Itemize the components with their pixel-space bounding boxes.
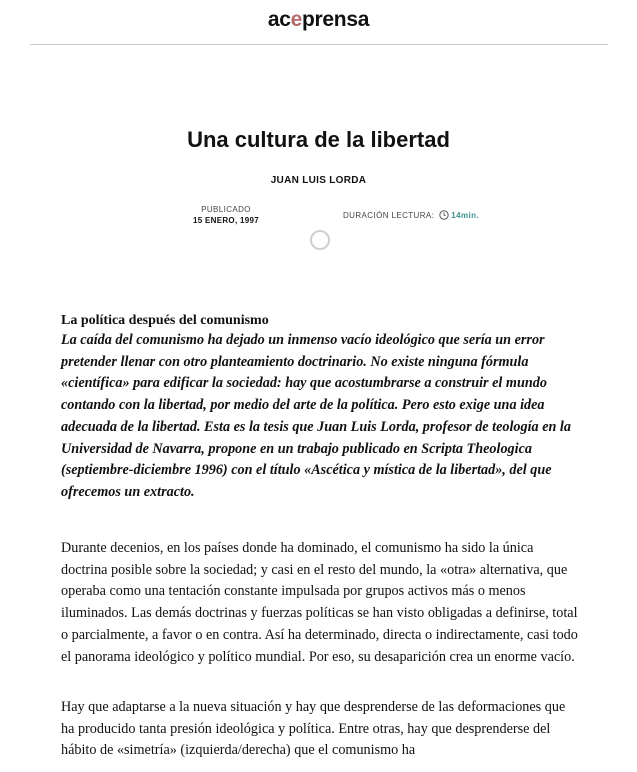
lead-text: La caída del comunismo ha dejado un inmenso vacío ideológico que sería un error pretender llenar con otro planteamiento doctrinario. No existe ninguna fórmula «científica» para edificar la sociedad: hay que acostumbrarse a construir el mundo contando con la libertad, por medio del arte de la política. Pero esto exige una idea adecuada de la libertad. Esta es la tesis que Juan Luis Lorda, profesor de teología en la Universidad de Navarra, propone en un trabajo publicado en Scripta Theologica (septiembre-diciembre 1996) con el título «Ascética y mística de la libertad», del que ofrecemos un extracto.	[61, 332, 571, 500]
lead-heading: La política después del comunismo	[61, 313, 269, 328]
logo-left: ac	[267, 8, 291, 31]
reading-duration	[343, 210, 479, 220]
published-label: PUBLICADO	[201, 205, 251, 214]
site-header	[0, 0, 637, 45]
article-author[interactable]: JUAN LUIS LORDA	[270, 175, 367, 186]
site-logo[interactable]	[0, 8, 637, 32]
spinner-icon	[310, 230, 330, 250]
body-paragraph: Hay que adaptarse a la nueva situación y hay que desprenderse de las deformaciones que ha producido tanta presión ideológica y política. Entre otras, hay que desprenderse del hábito de «simetría» (izquierda/derecha) que el comunismo ha	[61, 699, 566, 759]
duration-label: DURACIÓN LECTURA:	[343, 210, 435, 220]
article-title: Una cultura de la libertad	[187, 127, 450, 152]
publish-info	[180, 205, 272, 225]
header-divider	[30, 44, 608, 45]
clock-icon	[439, 210, 449, 220]
logo-right: prensa	[302, 8, 370, 31]
published-date: 15 ENERO, 1997	[192, 216, 259, 225]
logo-mark: e	[290, 8, 303, 31]
body-paragraph: Durante decenios, en los países donde ha dominado, el comunismo ha sido la única doctrina posible sobre la sociedad; y casi en el resto del mundo, la «otra» alternativa, que operaba como una tentación constante impulsada por grupos activos más o menos iluminados. Las demás doctrinas y fuerzas políticas se han visto obligadas a definirse, total o parcialmente, a favor o en contra. Así ha determinado, directa o indirectamente, casi todo el panorama ideológico y político mundial. Por eso, su desaparición crea un enorme vacío.	[61, 540, 578, 665]
duration-value: 14min.	[451, 210, 480, 220]
